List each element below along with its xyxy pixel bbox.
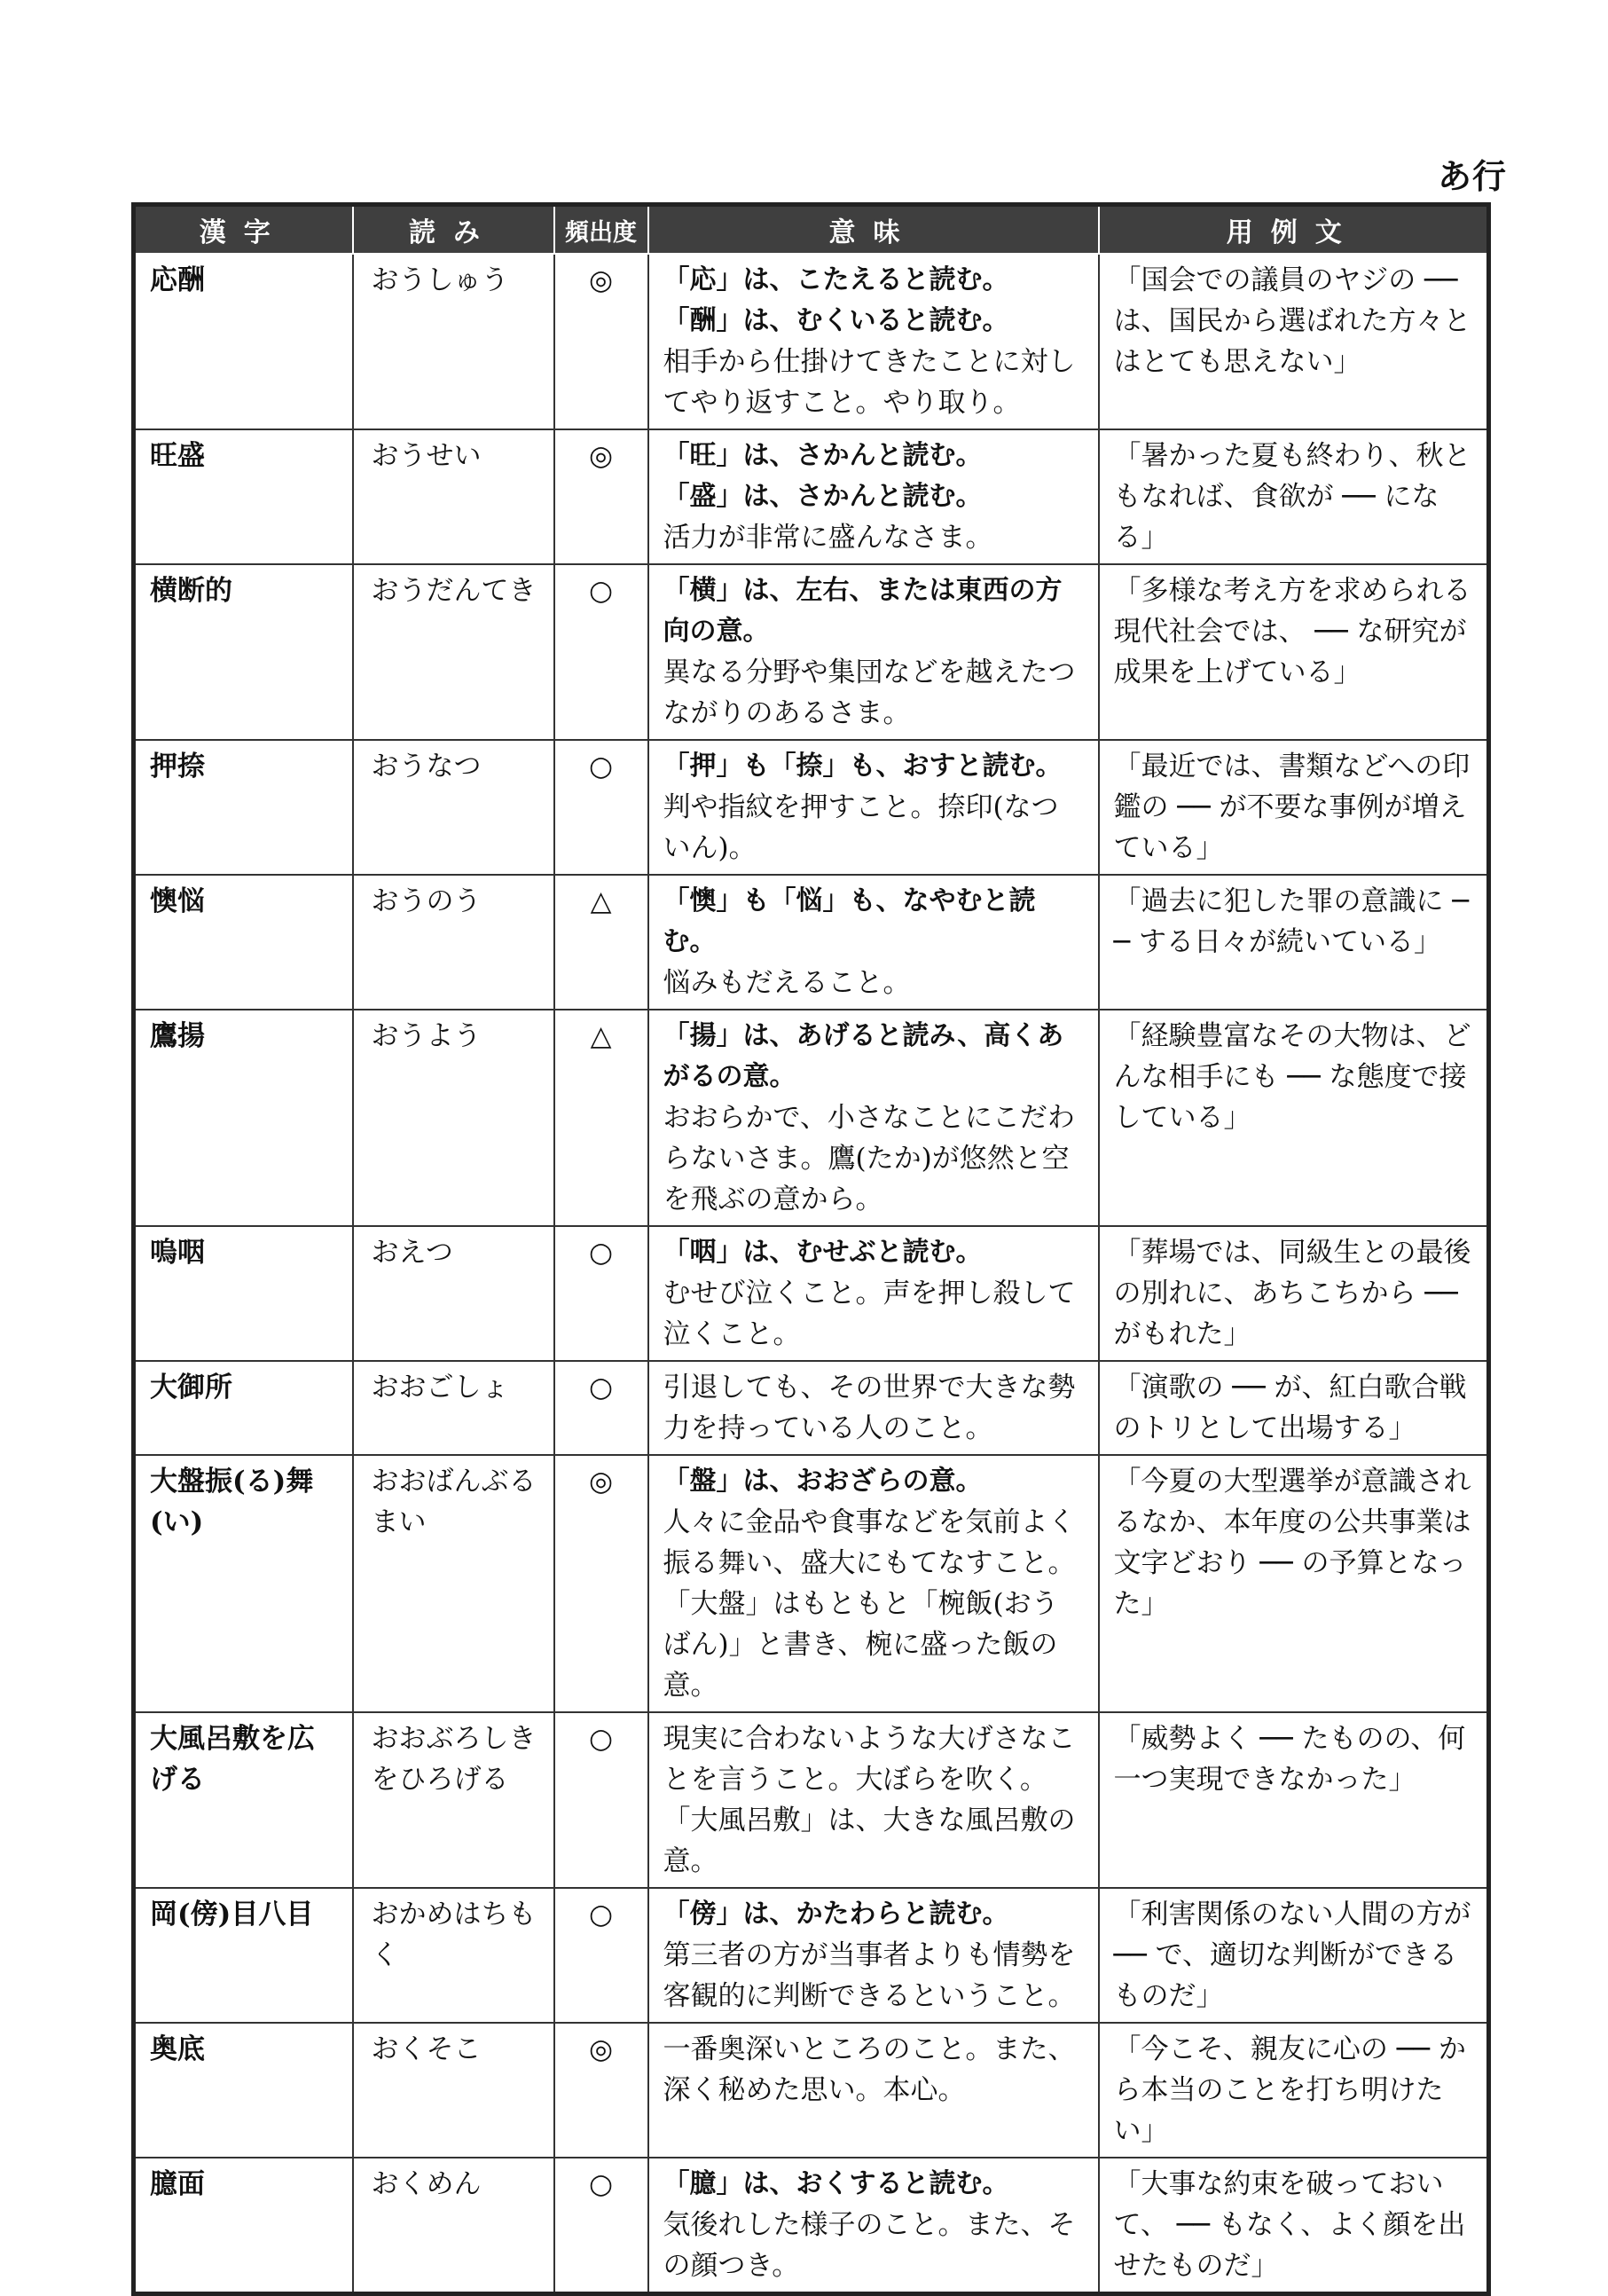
- table-row: [134, 254, 1489, 429]
- table-row: [134, 1712, 1489, 1888]
- table-row: [134, 1455, 1489, 1712]
- meaning-text: 現実に合わないような大げさなことを言うこと。大ぼらを吹く。「大風呂敷」は、大きな風呂敷の意。: [663, 1723, 1076, 1877]
- reading-cell: おくそこ: [353, 2023, 554, 2158]
- meaning-cell: [648, 1226, 1099, 1361]
- example-cell: 「国会での議員のヤジの ── は、国民から選ばれた方々とはとても思えない」: [1099, 254, 1489, 429]
- reading-cell: おうせい: [353, 429, 554, 564]
- kanji-cell: 岡(傍)目八目: [134, 1888, 353, 2023]
- section-label: あ行: [1437, 157, 1507, 196]
- meaning-cell: [648, 2023, 1099, 2158]
- kanji-note: 「旺」は、さかんと読む。: [663, 440, 983, 471]
- kanji-cell: 応酬: [134, 254, 353, 429]
- reading-cell: おうなつ: [353, 740, 554, 875]
- example-cell: 「利害関係のない人間の方が ── で、適切な判断ができるものだ」: [1099, 1888, 1489, 2023]
- meaning-text: 悩みもだえること。: [663, 967, 911, 999]
- frequency-cell: ○: [554, 1361, 648, 1455]
- frequency-cell: ○: [554, 2158, 648, 2294]
- table-row: [134, 564, 1489, 740]
- frequency-cell: ○: [554, 1712, 648, 1888]
- meaning-text: 人々に金品や食事などを気前よく振る舞い、盛大にもてなすこと。「大盤」はもともと「椀飯(おうばん)」と書き、椀に盛った飯の意。: [663, 1506, 1076, 1702]
- frequency-cell: ◎: [554, 429, 648, 564]
- frequency-cell: ◎: [554, 2023, 648, 2158]
- kanji-note: 「盤」は、おおざらの意。: [663, 1466, 983, 1497]
- meaning-cell: [648, 1712, 1099, 1888]
- kanji-note: 「臆」は、おくすると読む。: [663, 2168, 1009, 2199]
- frequency-cell: ○: [554, 1226, 648, 1361]
- reading-cell: おおばんぶるまい: [353, 1455, 554, 1712]
- kanji-note: 「酬」は、むくいると読む。: [663, 305, 1009, 336]
- meaning-cell: [648, 740, 1099, 875]
- table-row: [134, 2158, 1489, 2294]
- meaning-cell: [648, 1361, 1099, 1455]
- meaning-cell: [648, 564, 1099, 740]
- reading-cell: おおぶろしきをひろげる: [353, 1712, 554, 1888]
- example-cell: 「大事な約束を破っておいて、 ── もなく、よく顔を出せたものだ」: [1099, 2158, 1489, 2294]
- table-row: [134, 1226, 1489, 1361]
- kanji-cell: 臆面: [134, 2158, 353, 2294]
- header-meaning: 意味: [648, 205, 1099, 255]
- vocabulary-table: [131, 202, 1491, 2296]
- table-row: [134, 1010, 1489, 1226]
- kanji-note: 「咽」は、むせぶと読む。: [663, 1237, 983, 1268]
- frequency-cell: △: [554, 875, 648, 1010]
- meaning-cell: [648, 429, 1099, 564]
- meaning-text: 気後れした様子のこと。また、その顔つき。: [663, 2209, 1076, 2282]
- meaning-text: むせび泣くこと。声を押し殺して泣くこと。: [663, 1278, 1076, 1350]
- example-cell: 「暑かった夏も終わり、秋ともなれば、食欲が ── になる」: [1099, 429, 1489, 564]
- meaning-text: 活力が非常に盛んなさま。: [663, 522, 993, 554]
- kanji-cell: 懊悩: [134, 875, 353, 1010]
- kanji-note: 「揚」は、あげると読み、高くあがるの意。: [663, 1020, 1064, 1092]
- kanji-cell: 大盤振(る)舞(い): [134, 1455, 353, 1712]
- table-header-row: [134, 205, 1489, 255]
- kanji-cell: 大風呂敷を広げる: [134, 1712, 353, 1888]
- kanji-note: 「懊」も「悩」も、なやむと読む。: [663, 885, 1036, 957]
- kanji-note: 「応」は、こたえると読む。: [663, 264, 1009, 295]
- header-reading: 読み: [353, 205, 554, 255]
- example-cell: 「今こそ、親友に心の ── から本当のことを打ち明けたい」: [1099, 2023, 1489, 2158]
- table-row: [134, 740, 1489, 875]
- kanji-note: 「横」は、左右、または東西の方向の意。: [663, 575, 1063, 647]
- meaning-text: 異なる分野や集団などを越えたつながりのあるさま。: [663, 657, 1076, 729]
- meaning-text: 一番奥深いところのこと。また、深く秘めた思い。本心。: [663, 2033, 1076, 2106]
- reading-cell: おかめはちもく: [353, 1888, 554, 2023]
- meaning-text: 判や指紋を押すこと。捺印(なついん)。: [663, 791, 1059, 864]
- frequency-cell: ○: [554, 740, 648, 875]
- kanji-note: 「傍」は、かたわらと読む。: [663, 1899, 1009, 1930]
- reading-cell: おうよう: [353, 1010, 554, 1226]
- frequency-cell: ◎: [554, 254, 648, 429]
- kanji-cell: 旺盛: [134, 429, 353, 564]
- reading-cell: おうのう: [353, 875, 554, 1010]
- example-cell: 「演歌の ── が、紅白歌合戦のトリとして出場する」: [1099, 1361, 1489, 1455]
- table-row: [134, 1888, 1489, 2023]
- meaning-text: 第三者の方が当事者よりも情勢を客観的に判断できるということ。: [663, 1939, 1076, 2012]
- meaning-cell: [648, 1010, 1099, 1226]
- meaning-text: 相手から仕掛けてきたことに対してやり返すこと。やり取り。: [663, 346, 1076, 419]
- example-cell: 「多様な考え方を求められる現代社会では、 ── な研究が成果を上げている」: [1099, 564, 1489, 740]
- header-kanji: 漢字: [134, 205, 353, 255]
- meaning-cell: [648, 1888, 1099, 2023]
- kanji-cell: 押捺: [134, 740, 353, 875]
- kanji-cell: 嗚咽: [134, 1226, 353, 1361]
- kanji-note: 「盛」は、さかんと読む。: [663, 481, 983, 512]
- example-cell: 「過去に犯した罪の意識に ── する日々が続いている」: [1099, 875, 1489, 1010]
- kanji-cell: 奥底: [134, 2023, 353, 2158]
- kanji-note: 「押」も「捺」も、おすと読む。: [663, 751, 1063, 782]
- header-example: 用例文: [1099, 205, 1489, 255]
- meaning-text: 引退しても、その世界で大きな勢力を持っている人のこと。: [663, 1372, 1076, 1444]
- table-row: [134, 1361, 1489, 1455]
- example-cell: 「経験豊富なその大物は、どんな相手にも ── な態度で接している」: [1099, 1010, 1489, 1226]
- kanji-cell: 横断的: [134, 564, 353, 740]
- table-row: [134, 875, 1489, 1010]
- kanji-cell: 鷹揚: [134, 1010, 353, 1226]
- frequency-cell: ○: [554, 564, 648, 740]
- reading-cell: おくめん: [353, 2158, 554, 2294]
- frequency-cell: △: [554, 1010, 648, 1226]
- reading-cell: おうだんてき: [353, 564, 554, 740]
- table-row: [134, 429, 1489, 564]
- frequency-cell: ◎: [554, 1455, 648, 1712]
- meaning-cell: [648, 2158, 1099, 2294]
- example-cell: 「葬場では、同級生との最後の別れに、あちこちから ── がもれた」: [1099, 1226, 1489, 1361]
- meaning-text: おおらかで、小さなことにこだわらないさま。鷹(たか)が悠然と空を飛ぶの意から。: [663, 1102, 1075, 1215]
- example-cell: 「威勢よく ── たものの、何一つ実現できなかった」: [1099, 1712, 1489, 1888]
- example-cell: 「最近では、書類などへの印鑑の ── が不要な事例が増えている」: [1099, 740, 1489, 875]
- example-cell: 「今夏の大型選挙が意識されるなか、本年度の公共事業は文字どおり ── の予算となった」: [1099, 1455, 1489, 1712]
- meaning-cell: [648, 1455, 1099, 1712]
- reading-cell: おうしゅう: [353, 254, 554, 429]
- kanji-cell: 大御所: [134, 1361, 353, 1455]
- frequency-cell: ○: [554, 1888, 648, 2023]
- meaning-cell: [648, 254, 1099, 429]
- header-frequency: 頻出度: [554, 205, 648, 255]
- reading-cell: おおごしょ: [353, 1361, 554, 1455]
- meaning-cell: [648, 875, 1099, 1010]
- reading-cell: おえつ: [353, 1226, 554, 1361]
- table-row: [134, 2023, 1489, 2158]
